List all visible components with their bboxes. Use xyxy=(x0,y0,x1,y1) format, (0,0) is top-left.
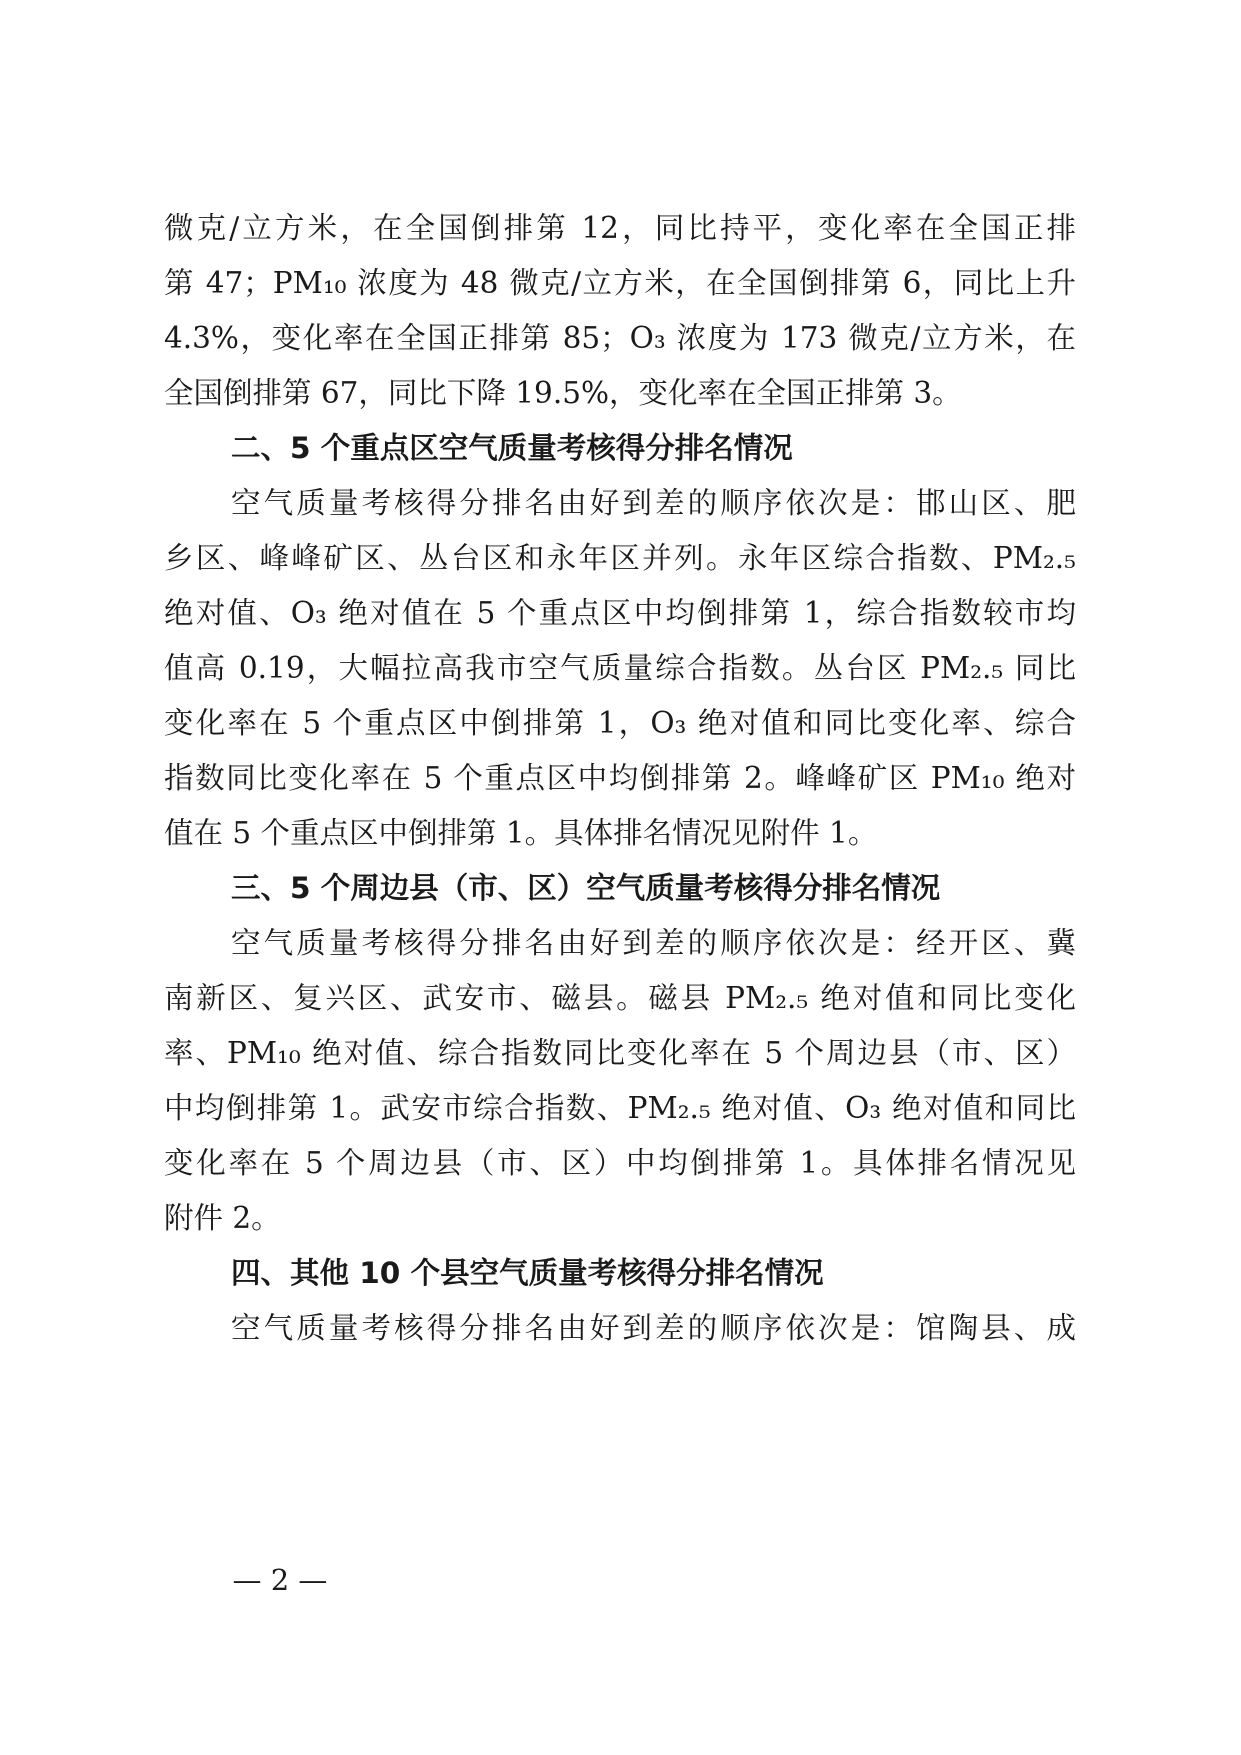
body-line: 微克/立方米，在全国倒排第 12，同比持平，变化率在全国正排 xyxy=(164,211,1076,245)
body-line: 全国倒排第 67，同比下降 19.5%，变化率在全国正排第 3。 xyxy=(164,376,962,410)
body-line: 绝对值、O₃ 绝对值在 5 个重点区中均倒排第 1，综合指数较市均 xyxy=(164,596,1076,630)
paragraph-first-line: 空气质量考核得分排名由好到差的顺序依次是：馆陶县、成 xyxy=(231,1311,1076,1345)
body-line: 变化率在 5 个重点区中倒排第 1，O₃ 绝对值和同比变化率、综合 xyxy=(164,706,1076,740)
paragraph-first-line: 空气质量考核得分排名由好到差的顺序依次是：邯山区、肥 xyxy=(231,486,1076,520)
paragraph-first-line: 空气质量考核得分排名由好到差的顺序依次是：经开区、冀 xyxy=(231,926,1076,960)
body-line: 4.3%，变化率在全国正排第 85；O₃ 浓度为 173 微克/立方米，在 xyxy=(164,321,1076,355)
body-line: 值在 5 个重点区中倒排第 1。具体排名情况见附件 1。 xyxy=(164,816,878,850)
body-line: 第 47；PM₁₀ 浓度为 48 微克/立方米，在全国倒排第 6，同比上升 xyxy=(164,266,1076,300)
body-line: 率、PM₁₀ 绝对值、综合指数同比变化率在 5 个周边县（市、区） xyxy=(164,1036,1076,1070)
body-line: 中均倒排第 1。武安市综合指数、PM₂.₅ 绝对值、O₃ 绝对值和同比 xyxy=(164,1091,1076,1125)
section-heading-4: 四、其他 10 个县空气质量考核得分排名情况 xyxy=(231,1256,824,1290)
body-line: 变化率在 5 个周边县（市、区）中均倒排第 1。具体排名情况见 xyxy=(164,1146,1076,1180)
body-line: 附件 2。 xyxy=(164,1201,281,1235)
body-line: 指数同比变化率在 5 个重点区中均倒排第 2。峰峰矿区 PM₁₀ 绝对 xyxy=(164,761,1076,795)
section-heading-3: 三、5 个周边县（市、区）空气质量考核得分排名情况 xyxy=(231,871,941,905)
page-number: — 2 — xyxy=(232,1563,328,1597)
body-line: 乡区、峰峰矿区、丛台区和永年区并列。永年区综合指数、PM₂.₅ xyxy=(164,541,1076,575)
section-heading-2: 二、5 个重点区空气质量考核得分排名情况 xyxy=(231,431,793,465)
body-line: 南新区、复兴区、武安市、磁县。磁县 PM₂.₅ 绝对值和同比变化 xyxy=(164,981,1076,1015)
body-line: 值高 0.19，大幅拉高我市空气质量综合指数。丛台区 PM₂.₅ 同比 xyxy=(164,651,1076,685)
